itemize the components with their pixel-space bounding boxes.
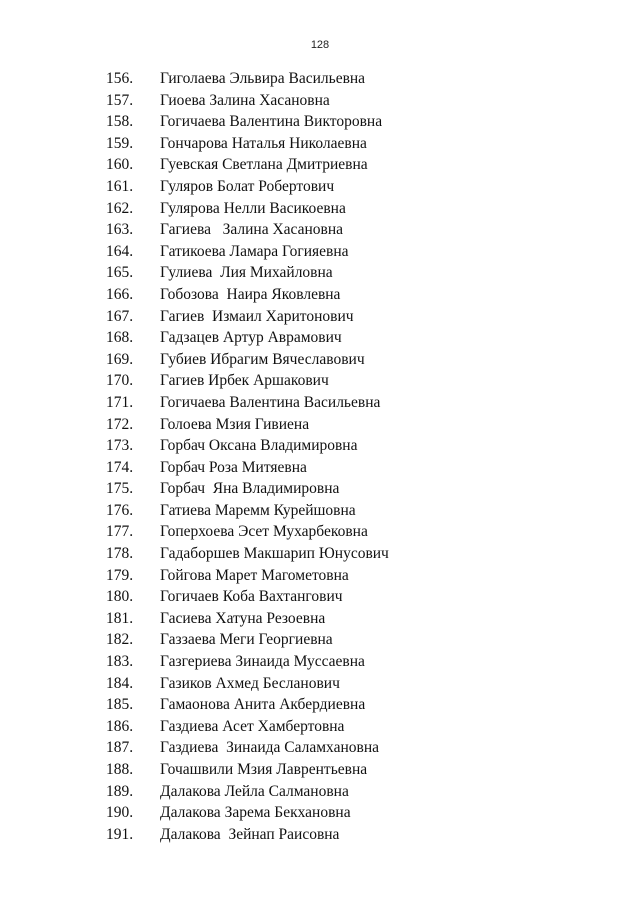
list-item (0, 629, 640, 651)
list-item (0, 781, 640, 803)
entry-number: 158. (106, 113, 134, 131)
entry-name: Гамаонова Анита Акбердиевна (160, 696, 366, 714)
name-list (0, 68, 640, 845)
entry-number: 185. (106, 696, 134, 714)
entry-name: Газдиева Асет Хамбертовна (160, 717, 345, 735)
entry-name: Губиев Ибрагим Вячеславович (160, 350, 365, 368)
list-item (0, 154, 640, 176)
entry-number: 166. (106, 285, 134, 303)
entry-name: Гончарова Наталья Николаевна (160, 134, 367, 152)
entry-name: Гулярова Нелли Васикоевна (160, 199, 346, 217)
entry-name: Горбач Роза Митяевна (160, 458, 307, 476)
entry-name: Гадаборшев Макшарип Юнусович (160, 545, 389, 563)
entry-number: 175. (106, 480, 134, 498)
entry-number: 172. (106, 415, 134, 433)
entry-number: 187. (106, 739, 134, 757)
list-item (0, 737, 640, 759)
entry-name: Горбач Яна Владимировна (160, 480, 340, 498)
list-item (0, 219, 640, 241)
entry-number: 177. (106, 523, 134, 541)
entry-name: Гоперхоева Эсет Мухарбековна (160, 523, 368, 541)
list-item (0, 262, 640, 284)
list-item (0, 349, 640, 371)
list-item (0, 414, 640, 436)
list-item (0, 176, 640, 198)
entry-number: 181. (106, 609, 134, 627)
entry-number: 191. (106, 825, 134, 843)
entry-number: 180. (106, 588, 134, 606)
entry-name: Далакова Лейла Салмановна (160, 782, 349, 800)
entry-number: 171. (106, 393, 134, 411)
list-item (0, 759, 640, 781)
entry-name: Гиоева Залина Хасановна (160, 91, 330, 109)
list-item (0, 543, 640, 565)
entry-number: 168. (106, 329, 134, 347)
list-item (0, 198, 640, 220)
list-item (0, 694, 640, 716)
list-item (0, 111, 640, 133)
entry-number: 170. (106, 372, 134, 390)
list-item (0, 500, 640, 522)
entry-name: Гиголаева Эльвира Васильевна (160, 70, 366, 87)
entry-number: 169. (106, 350, 134, 368)
entry-number: 183. (106, 653, 134, 671)
entry-name: Гогичаева Валентина Васильевна (160, 393, 381, 411)
list-item (0, 68, 640, 90)
entry-number: 174. (106, 458, 134, 476)
entry-name: Гагиева Залина Хасановна (160, 221, 344, 239)
list-item (0, 241, 640, 263)
entry-name: Газиков Ахмед Бесланович (160, 674, 340, 692)
entry-name: Газгериева Зинаида Муссаевна (160, 653, 365, 671)
entry-name: Гулиева Лия Михайловна (160, 264, 333, 282)
list-item (0, 90, 640, 112)
entry-name: Гуляров Болат Робертович (160, 177, 335, 195)
entry-name: Газдиева Зинаида Саламхановна (160, 739, 380, 757)
entry-number: 162. (106, 199, 134, 217)
entry-name: Гогичаева Валентина Викторовна (160, 113, 383, 131)
entry-number: 184. (106, 674, 134, 692)
list-item (0, 802, 640, 824)
entry-name: Гагиев Измаил Харитонович (160, 307, 354, 325)
entry-name: Гобозова Наира Яковлевна (160, 285, 341, 303)
entry-number: 189. (106, 782, 134, 800)
entry-number: 164. (106, 242, 134, 260)
entry-name: Гадзацев Артур Аврамович (160, 329, 342, 347)
list-item (0, 716, 640, 738)
list-item (0, 521, 640, 543)
list-item (0, 457, 640, 479)
entry-number: 165. (106, 264, 134, 282)
entry-number: 190. (106, 804, 134, 822)
entry-name: Далакова Зейнап Раисовна (160, 825, 340, 843)
entry-number: 179. (106, 566, 134, 584)
entry-number: 167. (106, 307, 134, 325)
list-item (0, 370, 640, 392)
entry-number: 160. (106, 156, 134, 174)
entry-name: Горбач Оксана Владимировна (160, 437, 358, 455)
list-item (0, 586, 640, 608)
entry-name: Гагиев Ирбек Аршакович (160, 372, 329, 390)
entry-name: Гойгова Марет Магометовна (160, 566, 349, 584)
entry-number: 157. (106, 91, 134, 109)
entry-name: Гатиева Маремм Курейшовна (160, 501, 356, 519)
entry-name: Гогичаев Коба Вахтангович (160, 588, 343, 606)
list-item (0, 133, 640, 155)
list-item (0, 478, 640, 500)
list-item (0, 435, 640, 457)
entry-name: Гуевская Светлана Дмитриевна (160, 156, 368, 174)
list-item (0, 608, 640, 630)
page-number: 128 (310, 39, 330, 51)
list-item (0, 306, 640, 328)
list-item (0, 327, 640, 349)
list-item (0, 565, 640, 587)
entry-name: Гасиева Хатуна Резоевна (160, 609, 326, 627)
entry-number: 178. (106, 545, 134, 563)
entry-number: 182. (106, 631, 134, 649)
entry-number: 163. (106, 221, 134, 239)
entry-number: 156. (106, 70, 134, 87)
entry-number: 186. (106, 717, 134, 735)
entry-number: 159. (106, 134, 134, 152)
list-item (0, 673, 640, 695)
entry-name: Газзаева Меги Георгиевна (160, 631, 333, 649)
list-item (0, 284, 640, 306)
entry-number: 176. (106, 501, 134, 519)
entry-number: 188. (106, 761, 134, 778)
entry-number: 173. (106, 437, 134, 455)
list-item (0, 392, 640, 414)
entry-name: Гатикоева Ламара Гогияевна (160, 242, 349, 260)
list-item (0, 824, 640, 846)
entry-name: Голоева Мзия Гивиена (160, 415, 310, 433)
list-item (0, 651, 640, 673)
entry-name: Далакова Зарема Бекхановна (160, 804, 351, 822)
entry-number: 161. (106, 177, 134, 195)
entry-name: Гочашвили Мзия Лаврентьевна (160, 761, 368, 778)
